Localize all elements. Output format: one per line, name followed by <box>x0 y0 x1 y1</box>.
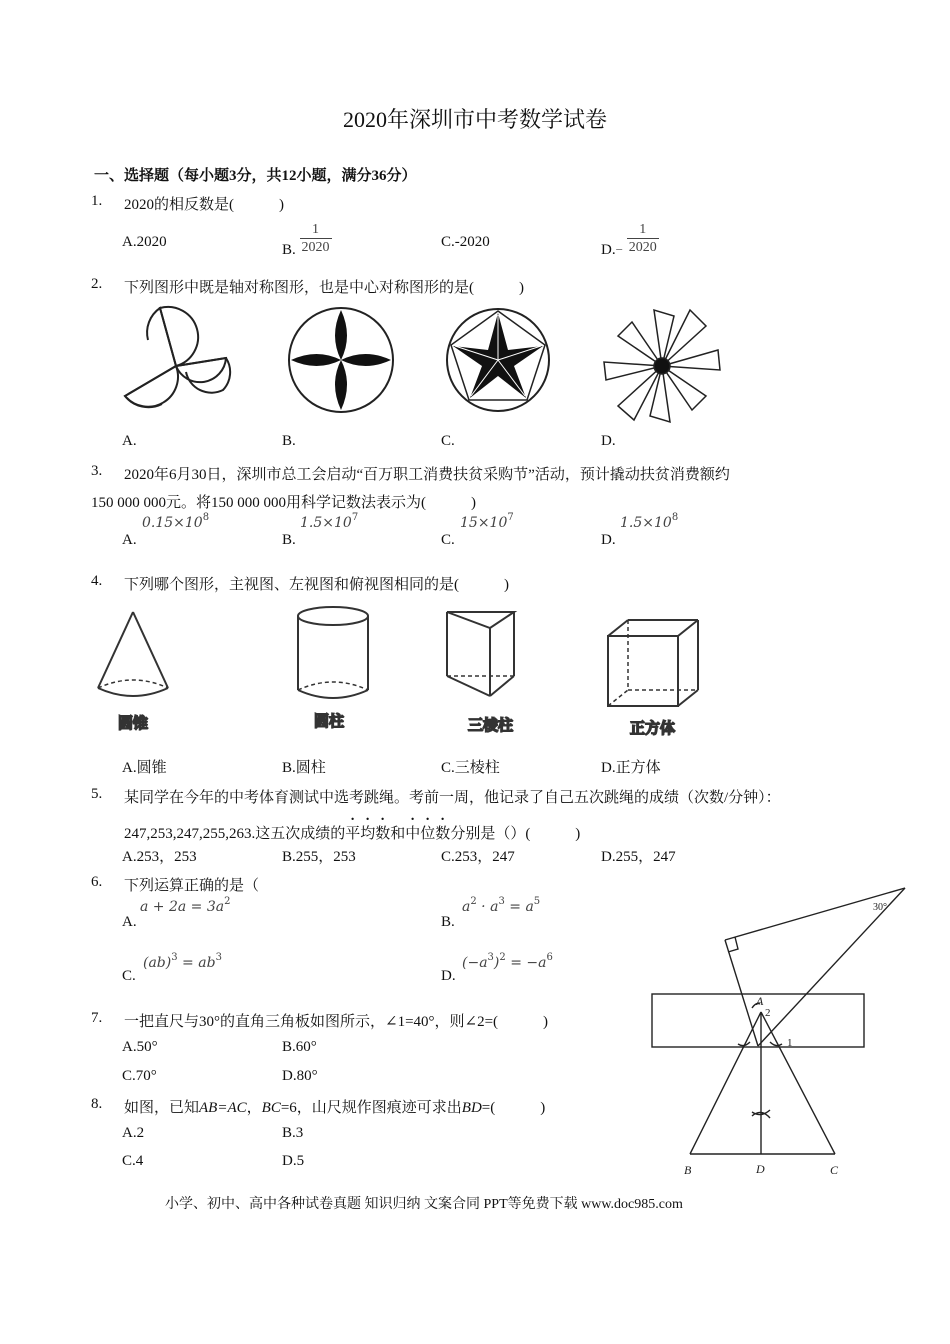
q8-option-d: D.5 <box>282 1153 305 1169</box>
q1-number: 1. <box>91 193 103 209</box>
q4-option-d: D.正方体 <box>601 760 661 776</box>
q7-option-c: C.70° <box>122 1068 157 1084</box>
q8-number: 8. <box>91 1096 103 1112</box>
q5-option-d: D.255，247 <box>601 849 676 865</box>
q1-option-d: D.− $\frac{1}{2020}$ <box>601 222 657 258</box>
q3-option-b-expr: $1.5\times 10^7$ <box>300 512 359 531</box>
q8-option-b: B.3 <box>282 1125 304 1141</box>
q3-option-a-expr: $0.15\times 10^8$ <box>142 512 210 531</box>
q3-label-d: D. <box>601 532 616 548</box>
q4-caption-cone: 圆锥 <box>118 714 149 732</box>
q5-option-a: A.253，253 <box>122 849 197 865</box>
q3-number: 3. <box>91 463 103 479</box>
q2-figure-a <box>125 307 230 407</box>
label-c: C <box>830 1163 839 1177</box>
q6-text: 下列运算正确的是（ <box>124 878 260 894</box>
q2-label-b: B. <box>282 433 296 449</box>
q3-option-d-expr: $1.5\times 10^8$ <box>620 512 679 531</box>
q7-option-a: A.50° <box>122 1039 158 1055</box>
q2-label-a: A. <box>122 433 137 449</box>
q2-figure-c <box>447 309 549 411</box>
q4-option-c: C.三棱柱 <box>441 760 500 776</box>
q3-text-line1: 2020年6月30日，深圳市总工会启动“百万职工消费扶贫采购节”活动，预计撬动扶贫消费额约 <box>124 467 730 483</box>
q1-option-c: C.-2020 <box>441 234 490 250</box>
q4-figure-cube <box>608 620 698 737</box>
q2-label-d: D. <box>601 433 616 449</box>
q6-option-d-expr: $(-a^3)^2 = -a^6$ <box>462 952 553 971</box>
page-footer: 小学、初中、高中各种试卷真题 知识归纳 文案合同 PPT等免费下载 www.doc985.com <box>165 1197 683 1212</box>
q2-figure-b <box>289 308 393 412</box>
q4-option-b: B.圆柱 <box>282 760 326 776</box>
q5-text-line1: 某同学在今年的中考体育测试中选考跳绳。考前一周，他记录了自己五次跳绳的成绩（次数/分钟）： <box>124 790 781 806</box>
q2-label-c: C. <box>441 433 455 449</box>
q2-figures <box>110 300 750 425</box>
q6-option-c-expr: $(ab)^3 = ab^3$ <box>143 952 222 971</box>
q1-option-a: A.2020 <box>122 234 167 250</box>
q5-option-b: B.255，253 <box>282 849 356 865</box>
label-d: D <box>756 1162 765 1176</box>
q5-number: 5. <box>91 786 103 802</box>
q6-option-b-expr: $a^2 \cdot a^3 = a^5$ <box>462 896 541 915</box>
q6-label-c: C. <box>122 968 136 984</box>
q6-option-a-expr: $a + 2a = 3a^2$ <box>140 896 231 915</box>
q4-option-a: A.圆锥 <box>122 760 167 776</box>
q4-caption-prism: 三棱柱 <box>468 716 514 734</box>
q4-text: 下列哪个图形，主视图、左视图和俯视图相同的是( ) <box>124 577 509 593</box>
section-header: 一、选择题（每小题3分，共12小题，满分36分） <box>94 168 417 184</box>
label-a: A <box>756 994 764 1008</box>
q7-number: 7. <box>91 1010 103 1026</box>
q1-text: 2020的相反数是( ) <box>124 197 284 213</box>
q7-option-b: B.60° <box>282 1039 317 1055</box>
label-angle-2: 2 <box>765 1007 771 1019</box>
q6-label-b: B. <box>441 914 455 930</box>
q1-option-b: B. $\frac{1}{2020}$ <box>282 222 330 258</box>
q6-label-d: D. <box>441 968 456 984</box>
geometry-figure <box>640 880 910 1180</box>
q8-text: 如图，已知AB=AC，BC=6，山尺规作图痕迹可求出BD=( ) <box>124 1100 546 1116</box>
q8-option-a: A.2 <box>122 1125 145 1141</box>
label-b: B <box>684 1163 692 1177</box>
triangle-abc <box>690 1004 835 1155</box>
q4-figure-cone <box>98 612 168 732</box>
q5-option-c: C.253，247 <box>441 849 515 865</box>
q3-label-c: C. <box>441 532 455 548</box>
q2-text: 下列图形中既是轴对称图形，也是中心对称图形的是( ) <box>124 280 524 296</box>
q4-number: 4. <box>91 573 103 589</box>
q8-option-c: C.4 <box>122 1153 144 1169</box>
q4-caption-cube: 正方体 <box>630 719 676 737</box>
q4-figures <box>90 600 720 745</box>
q2-figure-d <box>604 310 720 422</box>
q7-option-d: D.80° <box>282 1068 318 1084</box>
q3-label-b: B. <box>282 532 296 548</box>
q7-text: 一把直尺与30°的直角三角板如图所示，∠1=40°，则∠2=( ) <box>124 1014 549 1030</box>
q3-text-line2: 150 000 000元。将150 000 000用科学记数法表示为( ) <box>91 495 476 511</box>
q3-option-c-expr: $15\times 10^7$ <box>460 512 514 531</box>
q3-label-a: A. <box>122 532 137 548</box>
page-title: 2020年深圳市中考数学试卷 <box>342 107 607 132</box>
q4-figure-prism <box>447 612 514 734</box>
q5-text-line2: 247,253,247,255,263.这五次成绩的平均数和中位数分别是（）( ) <box>124 824 581 842</box>
q6-number: 6. <box>91 874 103 890</box>
q4-figure-cylinder <box>298 607 368 730</box>
q2-number: 2. <box>91 276 103 292</box>
label-angle-1: 1 <box>787 1037 793 1049</box>
q4-caption-cylinder: 圆柱 <box>314 712 345 730</box>
label-30-degree: 30° <box>873 902 887 913</box>
q6-label-a: A. <box>122 914 137 930</box>
